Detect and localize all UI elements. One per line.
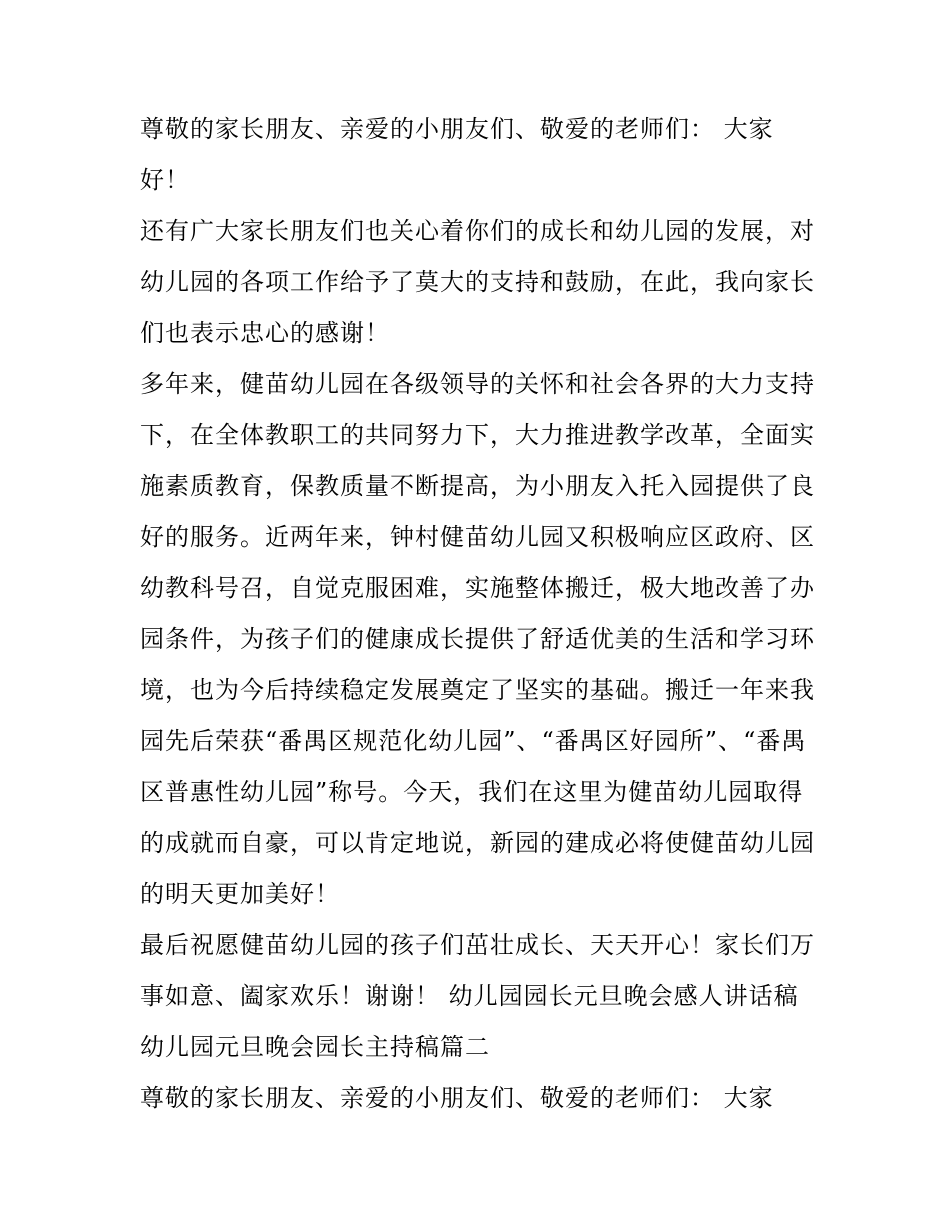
text-line: 幼儿园元旦晚会园长主持稿篇二 (140, 1033, 490, 1061)
text-line: 们也表示忠心的感谢！ (140, 319, 390, 347)
text-line: 的明天更加美好！ (140, 880, 340, 908)
text-line: 幼儿园的各项工作给予了莫大的支持和鼓励，在此，我向家长 (140, 268, 815, 296)
text-line: 幼教科号召，自觉克服困难，实施整体搬迁，极大地改善了办 (140, 574, 815, 602)
text-line: 最后祝愿健苗幼儿园的孩子们茁壮成长、天天开心！家长们万 (140, 931, 815, 959)
text-line: 下，在全体教职工的共同努力下，大力推进教学改革，全面实 (140, 421, 815, 449)
text-line: 施素质教育，保教质量不断提高，为小朋友入托入园提供了良 (140, 472, 815, 500)
text-line: 园先后荣获“番禺区规范化幼儿园”、“番禺区好园所”、“番禺 (140, 727, 807, 755)
text-line: 好！ (140, 166, 190, 194)
text-line: 园条件，为孩子们的健康成长提供了舒适优美的生活和学习环 (140, 625, 815, 653)
text-line: 多年来，健苗幼儿园在各级领导的关怀和社会各界的大力支持 (140, 370, 815, 398)
text-line: 尊敬的家长朋友、亲爱的小朋友们、敬爱的老师们： 大家 (140, 115, 774, 143)
text-line: 境，也为今后持续稳定发展奠定了坚实的基础。搬迁一年来我 (140, 676, 815, 704)
text-line: 尊敬的家长朋友、亲爱的小朋友们、敬爱的老师们： 大家 (140, 1084, 774, 1112)
text-line: 区普惠性幼儿园”称号。今天，我们在这里为健苗幼儿园取得 (140, 778, 804, 806)
text-line: 的成就而自豪，可以肯定地说，新园的建成必将使健苗幼儿园 (140, 829, 815, 857)
text-line: 还有广大家长朋友们也关心着你们的成长和幼儿园的发展，对 (140, 217, 815, 245)
document-body (140, 104, 830, 1124)
text-line: 好的服务。近两年来，钟村健苗幼儿园又积极响应区政府、区 (140, 523, 815, 551)
text-line: 事如意、阖家欢乐！谢谢！ 幼儿园园长元旦晚会感人讲话稿 (140, 982, 799, 1010)
